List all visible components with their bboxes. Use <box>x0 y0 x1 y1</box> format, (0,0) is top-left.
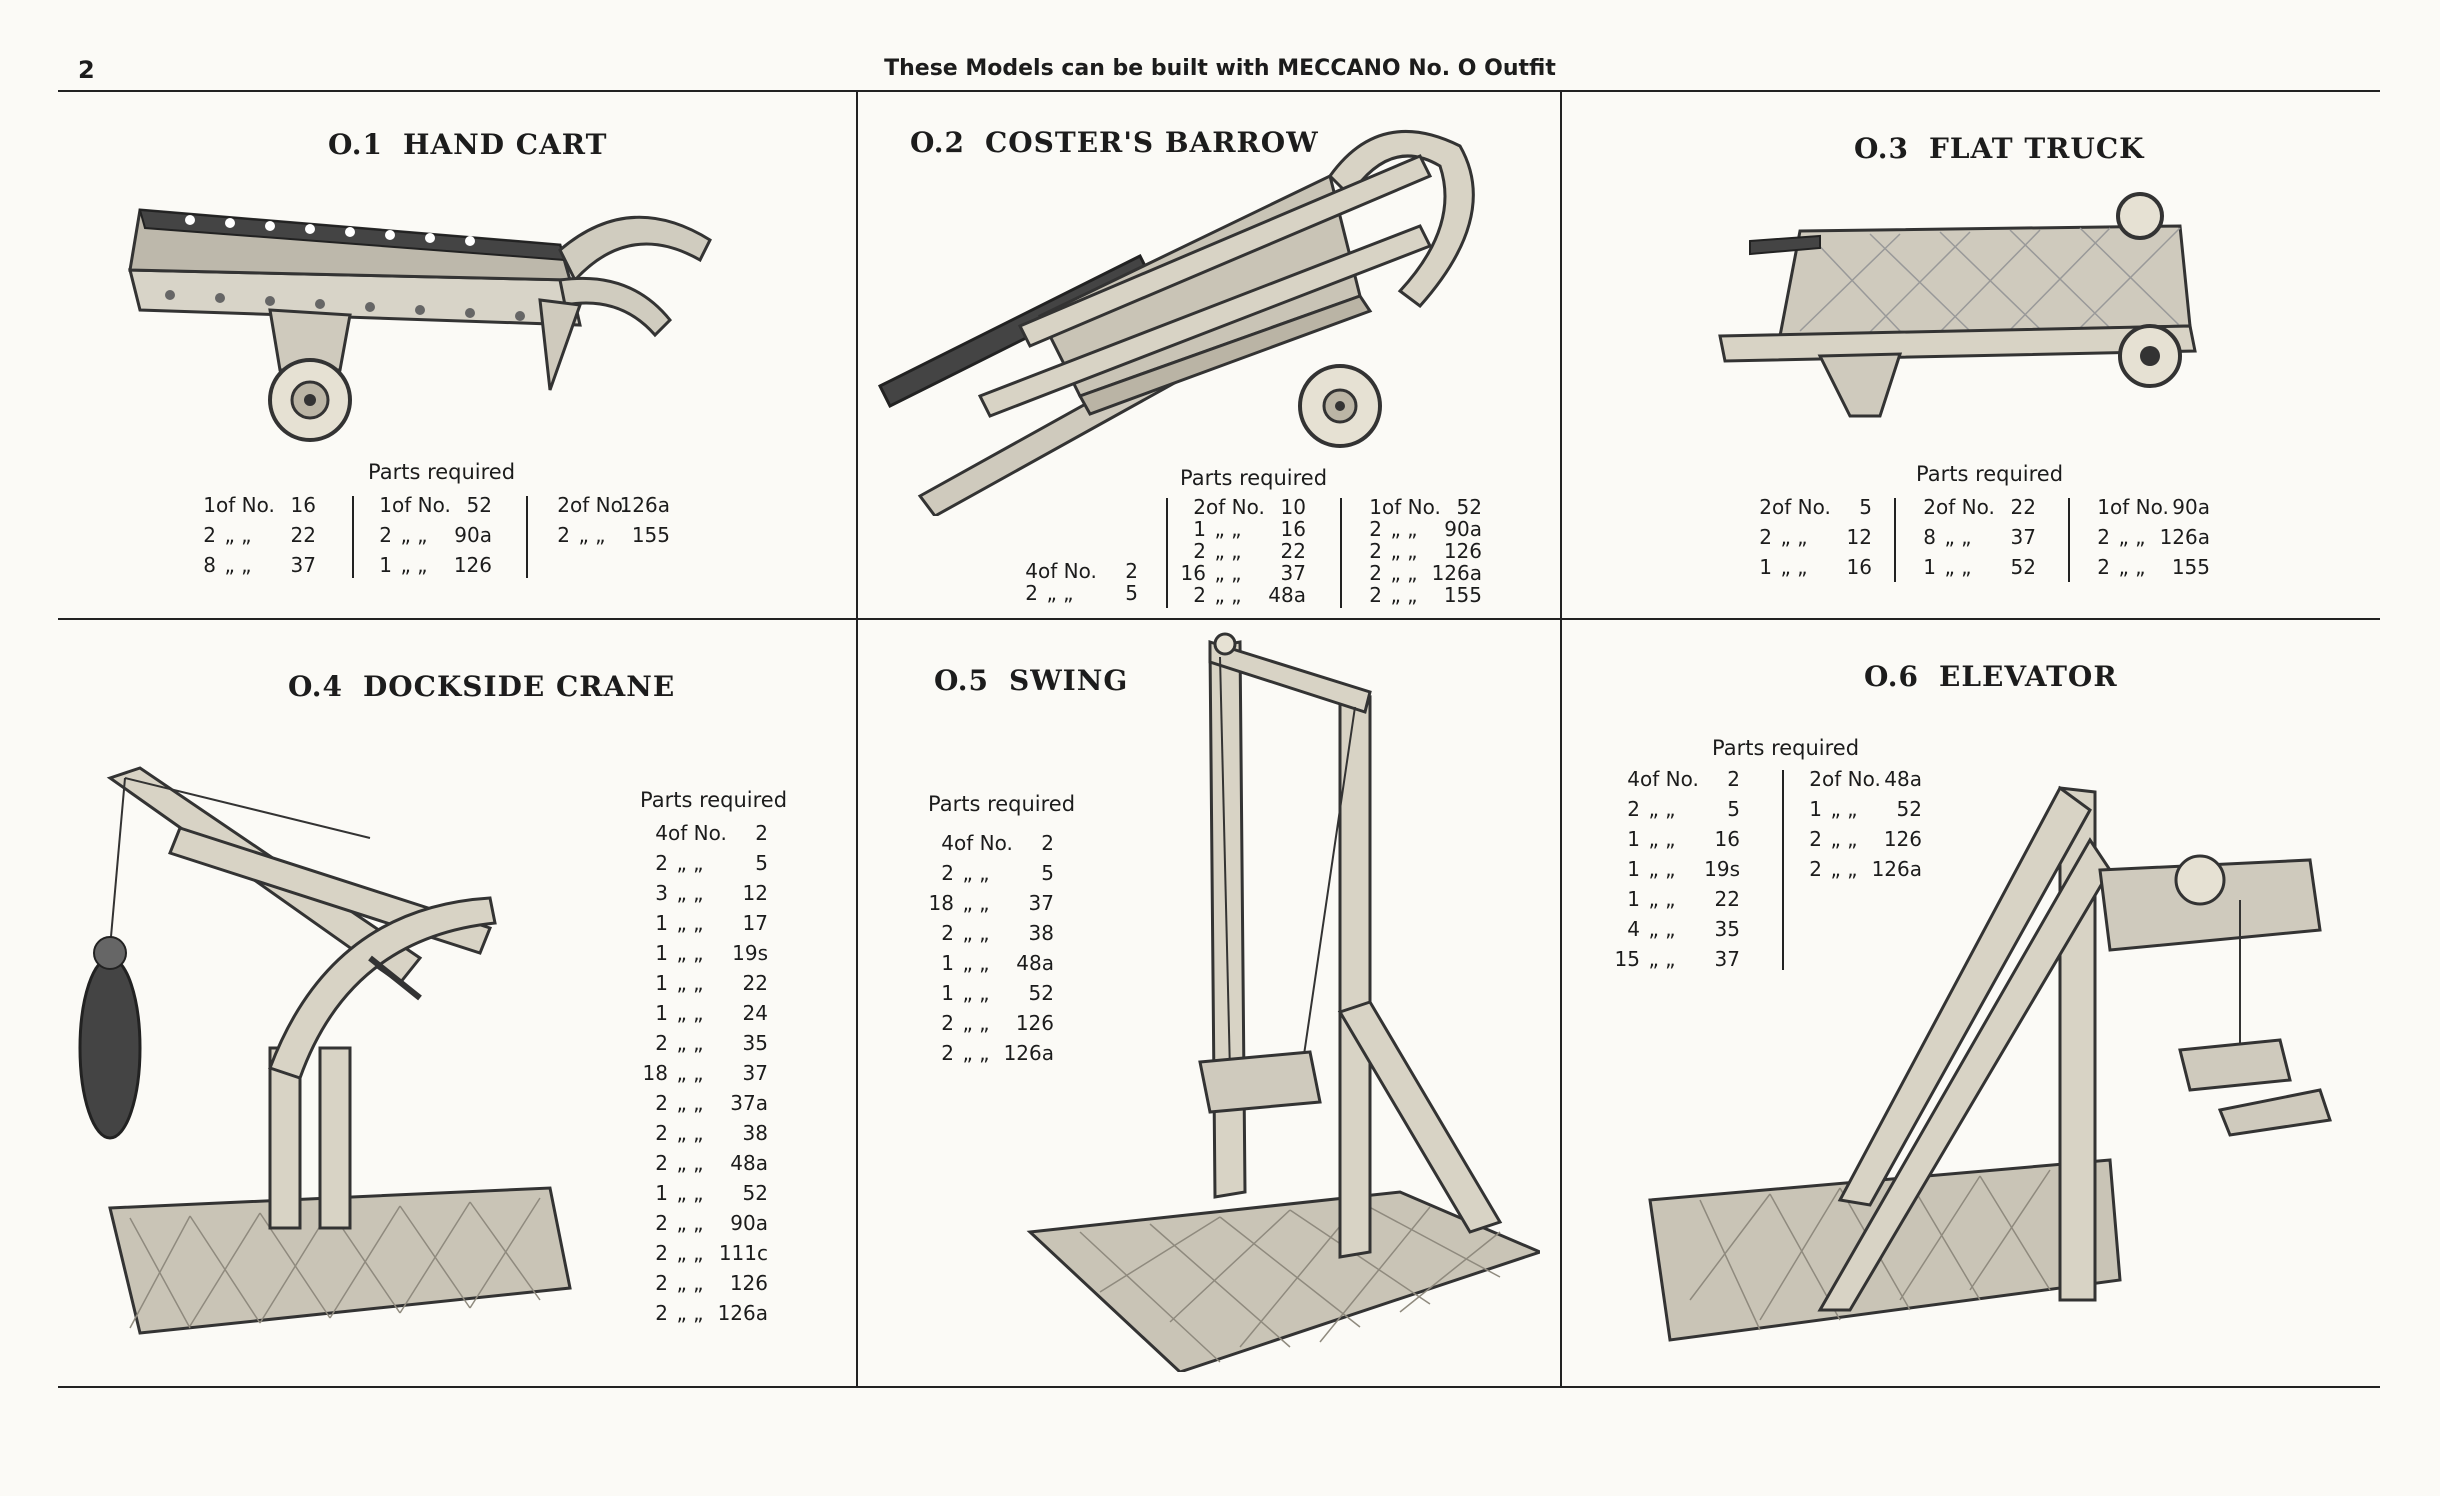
model-number: O.1 <box>328 128 383 161</box>
part-row: 2 „ „ 111c <box>655 1241 768 1265</box>
part-row: 4of No. 2 <box>1025 559 1138 583</box>
part-row: 1 „ „ 48a <box>941 951 1054 975</box>
model-name: FLAT TRUCK <box>1928 132 2145 165</box>
part-row: 8 „ „ 37 <box>1923 525 2036 549</box>
model-title-elevator <box>1864 660 2118 693</box>
part-row: 1 „ „ 16 <box>1759 555 1872 579</box>
part-row: 1 „ „ 16 <box>1193 517 1306 541</box>
part-row: 1 „ „ 52 <box>655 1181 768 1205</box>
part-row: 2 „ „ 126 <box>655 1271 768 1295</box>
part-row: 1 „ „ 19s <box>1627 857 1740 881</box>
parts-column <box>1736 492 1872 582</box>
part-row: 2 „ „ 12 <box>1759 525 1872 549</box>
middle-rule <box>58 618 2380 620</box>
part-row: 18 „ „ 37 <box>642 1061 768 1085</box>
part-row: 2 „ „ 35 <box>655 1031 768 1055</box>
parts-divider <box>2068 498 2070 582</box>
costers-barrow-illustration <box>860 96 1520 519</box>
parts-required-label: Parts required <box>928 792 1076 816</box>
part-row: 2 „ „ 5 <box>1025 581 1138 605</box>
part-row: 1of No. 52 <box>379 493 492 517</box>
part-row: 2 „ „ 5 <box>941 861 1054 885</box>
part-row: 8 „ „ 37 <box>203 553 316 577</box>
part-row: 3 „ „ 12 <box>655 881 768 905</box>
flat-truck-illustration <box>1700 186 2220 426</box>
parts-divider <box>352 496 354 578</box>
parts-divider <box>526 496 528 578</box>
part-row: 1 „ „ 126 <box>379 553 492 577</box>
page-header-title: These Models can be built with MECCANO No. O Outfit <box>884 56 1556 81</box>
part-row: 2 „ „ 90a <box>379 523 492 547</box>
part-row: 2 „ „ 90a <box>1369 517 1482 541</box>
part-row: 2 „ „ 126a <box>1809 857 1922 881</box>
elevator-illustration <box>1640 780 2340 1360</box>
part-row: 1 „ „ 22 <box>655 971 768 995</box>
column-divider-right <box>1560 92 1562 1386</box>
part-row: 1 „ „ 24 <box>655 1001 768 1025</box>
part-row: 4 „ „ 35 <box>1627 917 1740 941</box>
model-number: O.2 <box>910 126 965 159</box>
dockside-crane-illustration <box>70 748 650 1348</box>
part-row: 1of No. 52 <box>1369 495 1482 519</box>
model-number: O.4 <box>288 670 343 703</box>
part-row: 1 „ „ 52 <box>1809 797 1922 821</box>
part-row: 2 „ „ 155 <box>557 523 670 547</box>
parts-column <box>1170 496 1306 606</box>
parts-column <box>534 490 670 550</box>
model-number: O.5 <box>934 664 989 697</box>
part-row: 2 „ „ 126a <box>941 1041 1054 1065</box>
part-row: 15 „ „ 37 <box>1614 947 1740 971</box>
part-row: 16 „ „ 37 <box>1180 561 1306 585</box>
parts-column <box>632 818 768 1328</box>
part-row: 2 „ „ 126 <box>941 1011 1054 1035</box>
part-row: 1 „ „ 16 <box>1627 827 1740 851</box>
part-row: 2 „ „ 126a <box>2097 525 2210 549</box>
part-row: 1 „ „ 52 <box>1923 555 2036 579</box>
part-row: 2 „ „ 48a <box>655 1151 768 1175</box>
parts-required-label: Parts required <box>1180 466 1328 490</box>
part-row: 1 „ „ 52 <box>941 981 1054 1005</box>
model-number: O.6 <box>1864 660 1919 693</box>
parts-column <box>180 490 316 580</box>
column-divider-left <box>856 92 858 1386</box>
part-row: 2of No.126a <box>557 493 670 517</box>
part-row: 2 „ „ 90a <box>655 1211 768 1235</box>
parts-column <box>356 490 492 580</box>
part-row: 2 „ „ 22 <box>203 523 316 547</box>
model-name: SWING <box>1008 664 1129 697</box>
part-row: 1 „ „ 22 <box>1627 887 1740 911</box>
parts-column <box>1346 496 1482 606</box>
part-row: 2 „ „ 126a <box>655 1301 768 1325</box>
part-row: 1of No. 16 <box>203 493 316 517</box>
parts-required-label: Parts required <box>368 460 516 484</box>
page-number: 2 <box>78 56 95 84</box>
part-row: 2 „ „ 37a <box>655 1091 768 1115</box>
part-row: 18 „ „ 37 <box>928 891 1054 915</box>
parts-column <box>1900 492 2036 582</box>
part-row: 2 „ „ 38 <box>941 921 1054 945</box>
parts-column <box>2074 492 2210 582</box>
part-row: 4of No. 2 <box>1627 767 1740 791</box>
parts-required-label: Parts required <box>1916 462 2064 486</box>
part-row: 2 „ „ 126a <box>1369 561 1482 585</box>
model-number: O.3 <box>1854 132 1909 165</box>
parts-divider <box>1894 498 1896 582</box>
parts-divider <box>1166 498 1168 608</box>
swing-illustration <box>1020 632 1540 1372</box>
parts-required-label: Parts required <box>640 788 788 812</box>
part-row: 2of No. 10 <box>1193 495 1306 519</box>
top-rule <box>58 90 2380 92</box>
part-row: 2of No. 48a <box>1809 767 1922 791</box>
parts-column <box>1002 560 1138 604</box>
part-row: 1 „ „ 17 <box>655 911 768 935</box>
model-name: DOCKSIDE CRANE <box>362 670 676 703</box>
part-row: 2 „ „ 126 <box>1809 827 1922 851</box>
parts-column <box>918 828 1054 1068</box>
model-name: ELEVATOR <box>1938 660 2118 693</box>
part-row: 4of No. 2 <box>655 821 768 845</box>
model-name: HAND CART <box>402 128 608 161</box>
part-row: 2 „ „ 22 <box>1193 539 1306 563</box>
model-name: COSTER'S BARROW <box>984 126 1319 159</box>
part-row: 1of No. 90a <box>2097 495 2210 519</box>
model-title-dockside-crane <box>288 670 675 703</box>
part-row: 2 „ „ 155 <box>2097 555 2210 579</box>
model-title-flat-truck <box>1854 132 2144 165</box>
part-row: 2 „ „ 48a <box>1193 583 1306 607</box>
part-row: 2 „ „ 155 <box>1369 583 1482 607</box>
part-row: 1 „ „ 19s <box>655 941 768 965</box>
parts-required-label: Parts required <box>1712 736 1860 760</box>
bottom-rule <box>58 1386 2380 1388</box>
part-row: 2 „ „ 126 <box>1369 539 1482 563</box>
part-row: 2 „ „ 5 <box>655 851 768 875</box>
part-row: 2 „ „ 38 <box>655 1121 768 1145</box>
part-row: 2of No. 5 <box>1759 495 1872 519</box>
parts-divider <box>1340 498 1342 608</box>
hand-cart-illustration <box>110 170 750 450</box>
model-title-hand-cart <box>328 128 607 161</box>
part-row: 2 „ „ 5 <box>1627 797 1740 821</box>
part-row: 2of No. 22 <box>1923 495 2036 519</box>
part-row: 4of No. 2 <box>941 831 1054 855</box>
